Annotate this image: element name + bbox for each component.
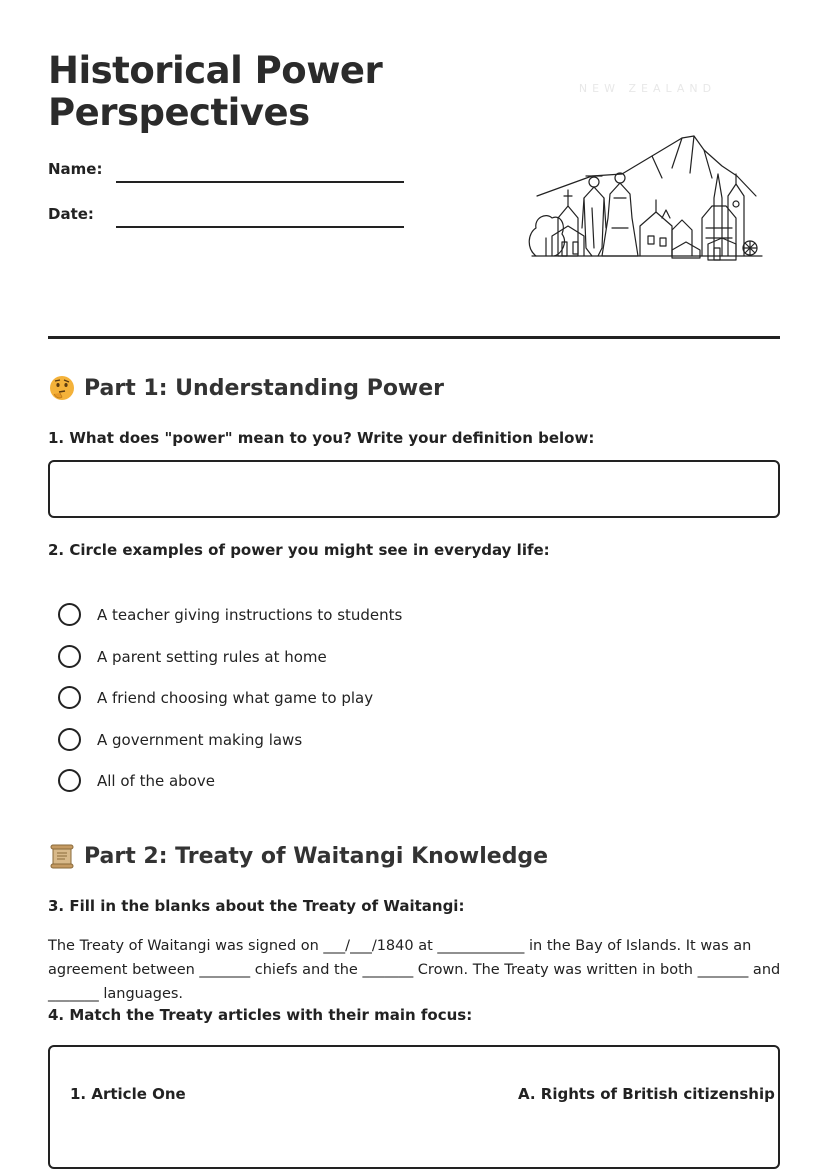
option-label: A teacher giving instructions to students [97, 605, 403, 624]
fill-in-blanks-text: The Treaty of Waitangi was signed on ___/___/1840 at ____________ in the Bay of Islands. It was an agreement between _______ chiefs and the _______ Crown. The Treaty was written in both _______ and _______ languages. [48, 938, 781, 1002]
option-item[interactable] [58, 603, 402, 626]
option-item[interactable] [58, 686, 373, 709]
option-label: A government making laws [97, 730, 303, 749]
match-right-item[interactable]: A. Rights of British citizenship [518, 1085, 775, 1103]
part1-heading-text: Part 1: Understanding Power [84, 375, 445, 401]
match-left-item[interactable]: 1. Article One [70, 1085, 186, 1103]
part1-heading [48, 374, 444, 402]
matching-box [48, 1045, 780, 1169]
scroll-icon [48, 842, 76, 870]
question-2: 2. Circle examples of power you might see in everyday life: [48, 541, 550, 559]
date-label: Date: [48, 205, 94, 223]
question-4: 4. Match the Treaty articles with their main focus: [48, 1006, 473, 1024]
date-field[interactable] [116, 226, 404, 228]
name-field[interactable] [116, 181, 404, 183]
definition-answer-box[interactable] [48, 460, 780, 518]
illustration-caption: NEW ZEALAND [578, 82, 717, 95]
part2-heading-text: Part 2: Treaty of Waitangi Knowledge [84, 843, 549, 869]
new-zealand-landmarks-illustration [522, 78, 767, 268]
thinking-face-icon [48, 374, 76, 402]
name-label: Name: [48, 160, 103, 178]
option-label: All of the above [97, 771, 215, 790]
part2-heading [48, 842, 548, 870]
option-item[interactable] [58, 769, 215, 792]
header-divider [48, 336, 780, 339]
question-3: 3. Fill in the blanks about the Treaty of Waitangi: [48, 897, 465, 915]
option-label: A parent setting rules at home [97, 647, 327, 666]
option-radio[interactable] [58, 645, 81, 668]
option-radio[interactable] [58, 603, 81, 626]
option-radio[interactable] [58, 728, 81, 751]
page-title: Historical Power Perspectives [48, 49, 383, 134]
option-radio[interactable] [58, 686, 81, 709]
option-item[interactable] [58, 645, 327, 668]
option-item[interactable] [58, 728, 302, 751]
option-label: A friend choosing what game to play [97, 688, 374, 707]
question-1: 1. What does "power" mean to you? Write your definition below: [48, 429, 595, 447]
option-radio[interactable] [58, 769, 81, 792]
